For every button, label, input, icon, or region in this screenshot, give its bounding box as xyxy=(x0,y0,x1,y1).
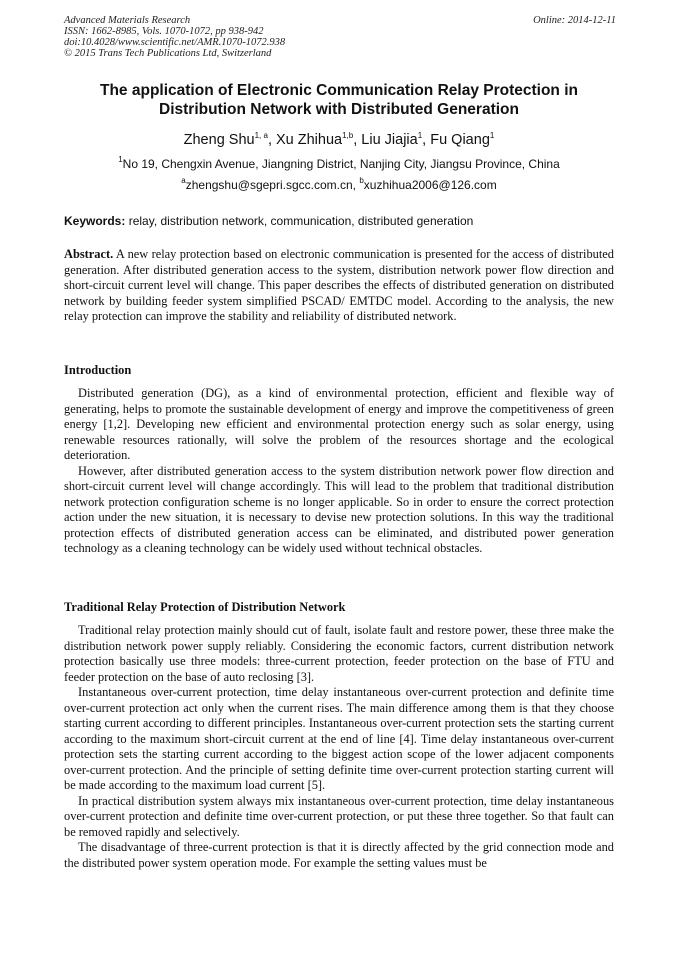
paragraph: Traditional relay protection mainly should cut of fault, isolate fault and restore power, these three make the distribution network power supply reliably. Considering the economic factors, current distribution network protection basically use three models: three-current protection, feeder protection on the base of FTU and feeder protection on the base of auto reclosing [3]. xyxy=(64,623,614,684)
author-name: Fu Qiang xyxy=(430,132,490,148)
copyright-line: © 2015 Trans Tech Publications Ltd, Switzerland xyxy=(64,48,272,59)
affiliation xyxy=(64,157,614,172)
author-sup: 1 xyxy=(417,131,423,140)
abstract xyxy=(64,247,614,325)
title-line-1: The application of Electronic Communication Relay Protection in xyxy=(100,82,578,99)
abstract-text: A new relay protection based on electronic communication is presented for the access of distributed generation. After distributed generation access to the system, distribution network power flow direction and short-circuit current level will change. This paper describes the effects of distributed generation on distributed network by building feeder system simplified PSCAD/ EMTDC model. According to the analysis, the new relay protection can improve the stability and reliability of distributed network. xyxy=(64,247,614,323)
affiliation-text: No 19, Chengxin Avenue, Jiangning District, Nanjing City, Jiangsu Province, China xyxy=(122,157,560,171)
author-sup: 1, a xyxy=(254,131,268,140)
author-sup: 1,b xyxy=(342,131,354,140)
introduction-body xyxy=(64,386,614,557)
author-sup: 1 xyxy=(489,131,495,140)
author-name: Liu Jiajia xyxy=(361,132,418,148)
paragraph: The disadvantage of three-current protection is that it is directly affected by the grid connection mode and the distributed power system operation mode. For example the setting values must be xyxy=(64,840,614,870)
section-heading: Introduction xyxy=(64,363,132,377)
abstract-label: Abstract. xyxy=(64,247,114,261)
email-sup: a xyxy=(181,176,186,185)
keywords-text: relay, distribution network, communication, distributed generation xyxy=(128,214,474,228)
section-heading: Traditional Relay Protection of Distribution Network xyxy=(64,600,346,614)
email-sup: b xyxy=(359,176,364,185)
author-emails: $^a$zhengshu@sgepri.sgcc.com.cn, $^b$xuzhihua2006@126.com xyxy=(181,176,497,192)
journal-header xyxy=(64,15,616,59)
author-name: Xu Zhihua xyxy=(276,132,343,148)
doi-line: doi:10.4028/www.scientific.net/AMR.1070-1072.938 xyxy=(64,37,286,48)
email-link[interactable]: zhengshu@sgepri.sgcc.com.cn xyxy=(185,178,353,192)
keywords xyxy=(64,214,614,229)
email-link[interactable]: xuzhihua2006@126.com xyxy=(363,178,497,192)
author-list: Zheng Shu$^{1, a}$, Xu Zhihua$^{1,b}$, Liu Jiajia$^1$, Fu Qiang$^1$ xyxy=(183,131,495,148)
title-line-2: Distribution Network with Distributed Generation xyxy=(159,101,519,118)
paragraph: In practical distribution system always mix instantaneous over-current protection, time delay instantaneous over-current protection and definite time over-current protection, or put these three together. So that fault can be removed rapidly and selectively. xyxy=(64,793,614,839)
paragraph: Distributed generation (DG), as a kind of environmental protection, efficient and flexible way of generating, helps to promote the sustainable development of energy and improve the competitiveness of green energy [1,2]. Developing new efficient and environmental protection energy such as solar energy, using renewable resources rationally, will solve the problem of the resources shortage and the ecological deterioration. xyxy=(64,386,614,462)
keywords-label: Keywords: xyxy=(64,214,126,228)
online-date: Online: 2014-12-11 xyxy=(533,15,616,26)
author-name: Zheng Shu xyxy=(183,132,255,148)
paragraph: Instantaneous over-current protection, time delay instantaneous over-current protection and definite time over-current protection act only when the current rises. The main difference among them is that they choose starting current according to different principles. Instantaneous over-current protection sets the starting current according to the maximum short-circuit current at the end of line [4]. Time delay instantaneous over-current protection sets the starting current according to the biggest action scope of the lower adjacent components over-current protection. And the principle of setting definite time over-current protection starting current will be made according to the maximum load current [5]. xyxy=(64,685,614,792)
affiliation-sup: 1 xyxy=(118,155,123,164)
traditional-protection-body xyxy=(64,623,614,871)
issn-line: ISSN: 1662-8985, Vols. 1070-1072, pp 938-942 xyxy=(64,26,264,37)
paper-title xyxy=(64,81,614,119)
paragraph: However, after distributed generation access to the system distribution network power flow direction and short-circuit current level will change accordingly. This will lead to the problem that traditional distribution network protection configuration scheme is no longer applicable. So in order to ensure the correct protection action under the new situation, it is necessary to devise new protection solutions. In this way the traditional protection effects of distributed generation access can be eliminated, and distributed power generation technology as a cleaning technology can be widely used without technical obstacles. xyxy=(64,463,614,555)
journal-name: Advanced Materials Research xyxy=(64,15,191,26)
